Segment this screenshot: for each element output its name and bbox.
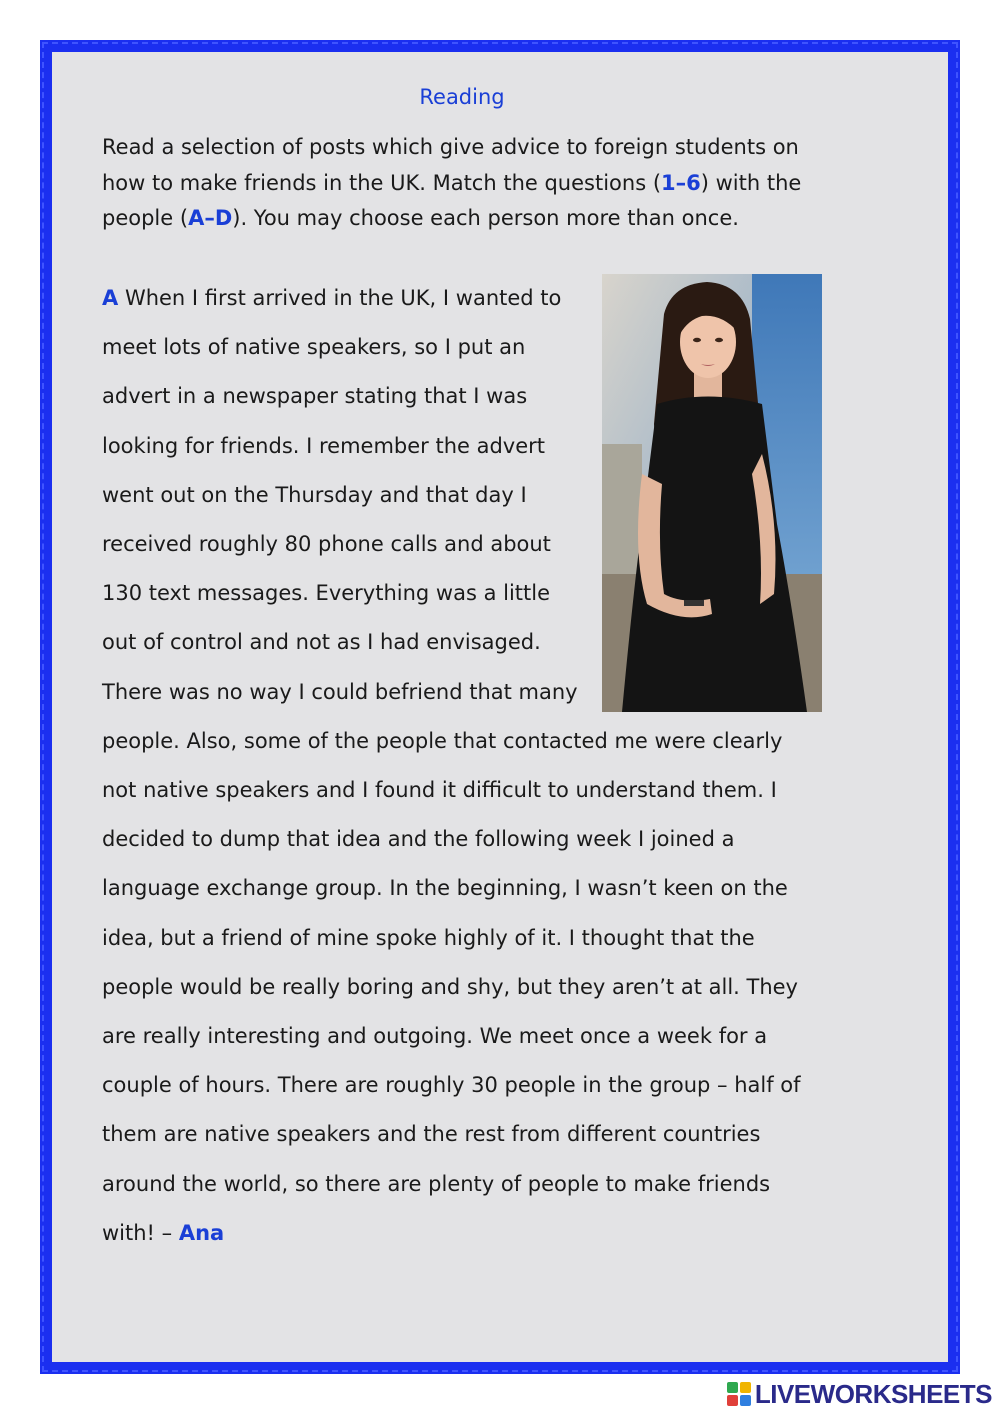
post-letter-a: A [102, 286, 119, 310]
questions-range: 1–6 [661, 170, 701, 195]
logo-text: LIVEWORKSHEETS [754, 1378, 992, 1409]
portrait-photo [602, 274, 822, 712]
instructions-text-1: Read a selection of posts which give advice to foreign students on how to make friends in the UK. Match the questions ( [102, 135, 799, 195]
post-author: Ana [178, 1220, 225, 1245]
post-a [102, 274, 822, 1258]
logo-icon [727, 1382, 751, 1406]
instructions-text-3: ). You may choose each person more than once. [232, 206, 739, 230]
liveworksheets-logo [727, 1379, 992, 1409]
portrait-illustration [602, 274, 822, 712]
people-range: A–D [188, 206, 233, 230]
page-title: Reading [419, 85, 505, 109]
post-a-text: When I first arrived in the UK, I wanted to meet lots of native speakers, so I put an advert in a newspaper stating that I was looking for friends. I remember the advert went out on the Thursday and that day I received roughly 80 phone calls and about 130 text messages. Everything was a little out of control and not as I had envisaged. There was no way I could befriend that many people. Also, some of the people that contacted me were clearly not native speakers and I found it difficult to understand them. I decided to dump that idea and the following week I joined a language exchange group. In the beginning, I wasn’t keen on the idea, but a friend of mine spoke highly of it. I thought that the people would be really boring and shy, but they aren’t at all. They are really interesting and outgoing. We meet once a week for a couple of hours. There are roughly 30 people in the group – half of them are native speakers and the rest from different countries around the world, so there are plenty of people to make friends with! – [102, 286, 801, 1245]
instructions-text-2: ) with the people ( [102, 170, 802, 230]
instructions [102, 130, 822, 237]
